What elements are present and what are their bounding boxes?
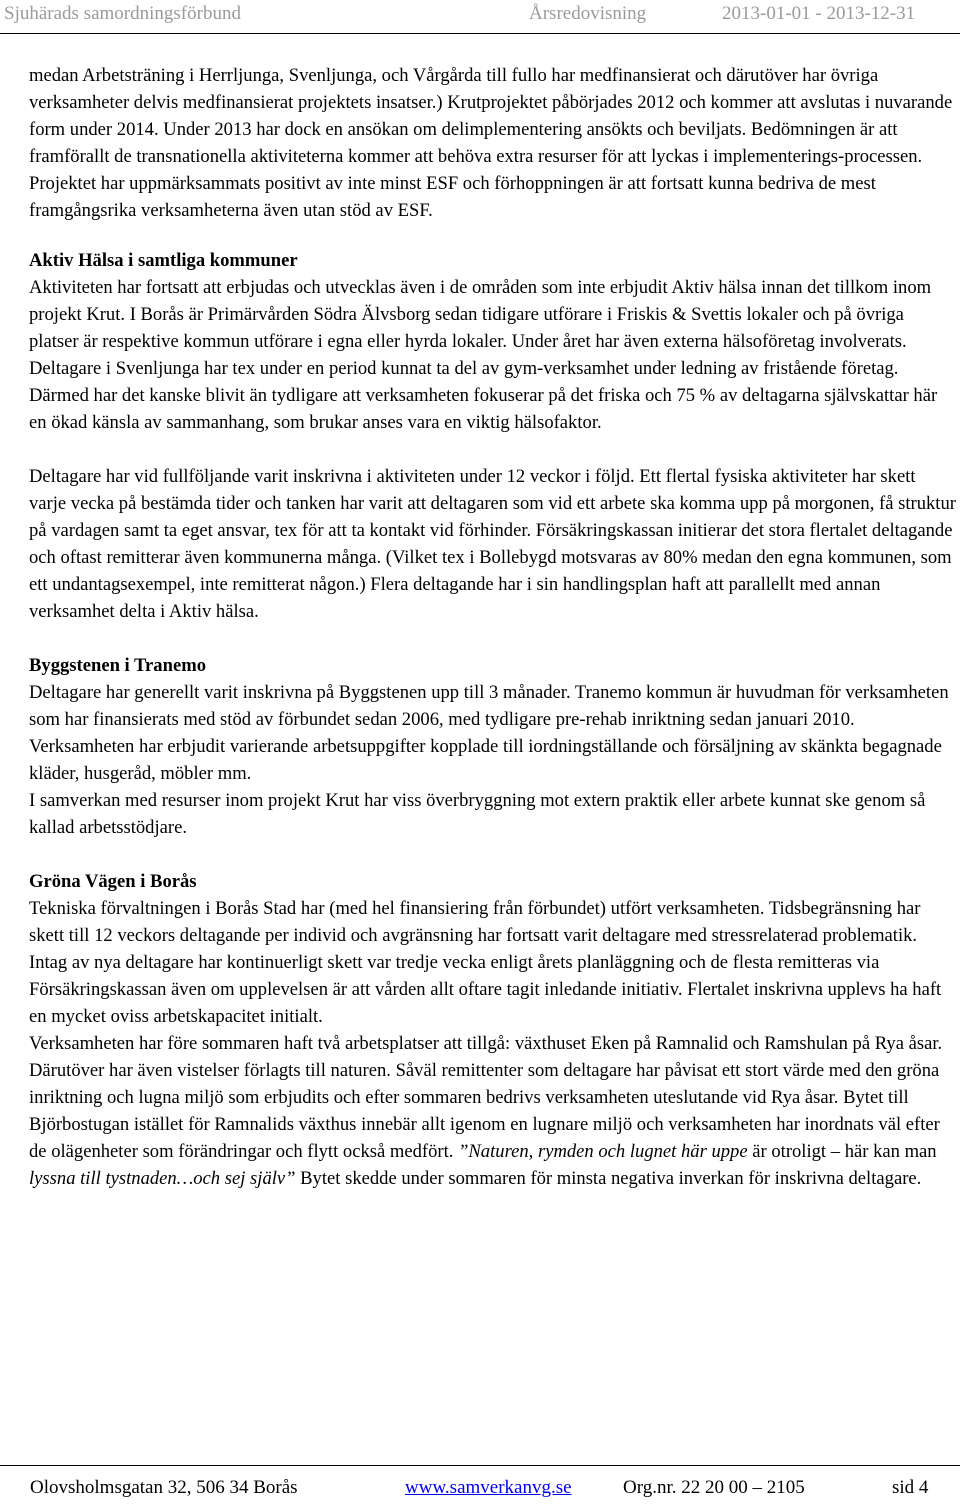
paragraph-grona-vagen-2-text-b: är otroligt – här kan man	[747, 1141, 937, 1162]
page-footer	[0, 1465, 960, 1505]
quote-naturen: ”Naturen, rymden och lugnet här uppe	[458, 1141, 748, 1162]
heading-aktiv-halsa: Aktiv Hälsa i samtliga kommuner	[29, 250, 298, 271]
quote-tystnaden: lyssna till tystnaden…och sej själv”	[29, 1168, 296, 1189]
heading-byggstenen: Byggstenen i Tranemo	[29, 655, 206, 676]
footer-address: Olovsholmsgatan 32, 506 34 Borås	[30, 1477, 298, 1498]
header-period: 2013-01-01 - 2013-12-31	[722, 3, 916, 24]
header-document-title: Årsredovisning	[529, 3, 647, 24]
header-organization: Sjuhärads samordningsförbund	[4, 3, 241, 24]
paragraph-aktiv-halsa-2: Deltagare har vid fullföljande varit inskrivna i aktiviteten under 12 veckor i följd. Ett flertal fysiska aktiviteter har skett varje vecka på bestämda tider och tanken har varit att deltagaren som vid ett arbete ska komma upp på morgonen, få struktur på vardagen samt ta eget ansvar, tex för att ta kontakt vid förhinder. Försäkringskassan initierar det stora flertalet deltagande och oftast remitterar även kommunerna många. (Vilket tex i Bollebygd motsvaras av 80% medan den egna kommunen, som ett undantagsexempel, inte remitterat någon.) Flera deltagande har i sin handlingsplan haft att parallellt med annan verksamhet delta i Aktiv hälsa.	[29, 466, 956, 622]
page-number: sid 4	[892, 1477, 929, 1498]
heading-grona-vagen: Gröna Vägen i Borås	[29, 871, 197, 892]
paragraph-byggstenen-1: Deltagare har generellt varit inskrivna på Byggstenen upp till 3 månader. Tranemo kommun är huvudman för verksamheten som har finansierats med stöd av förbundet sedan 2006, med tydligare pre-rehab inriktning sedan januari 2010.	[29, 682, 949, 730]
paragraph-byggstenen-2: Verksamheten har erbjudit varierande arbetsuppgifter kopplade till iordningställande och försäljning av skänkta begagnade kläder, husgeråd, möbler mm.	[29, 736, 942, 784]
footer-website-link[interactable]: www.samverkanvg.se	[405, 1477, 572, 1498]
paragraph-grona-vagen-2-text-a: Verksamheten har före sommaren haft två arbetsplatser att tillgå: växthuset Eken på Ramnalid och Ramshulan på Rya åsar. Därutöver har även vistelser förlagts till naturen. Såväl remittenter som deltagare har påvisat ett stort värde med den gröna inriktning och lugna miljö som erbjudits och efter sommaren bedrivs verksamheten uteslutande vid Rya åsar. Bytet till Björbostugan istället för Ramnalids växthus innebär allt igenom en lugnare miljö och verksamheten har inordnats väl efter de olägenheter som förändringar och flytt också medfört.	[29, 1033, 943, 1162]
paragraph-grona-vagen-1: Tekniska förvaltningen i Borås Stad har (med hel finansiering från förbundet) utfört verksamheten. Tidsbegränsning har skett till 12 veckors deltagande per individ och avgränsning har fortsatt varit deltagare med stressrelaterad problematik. Intag av nya deltagare har kontinuerligt skett var tredje vecka enligt årets planläggning och de flesta remitteras via Försäkringskassan även om upplevelsen är att vården allt oftare tagit inledande initiativ. Flertalet inskrivna upplevs ha haft en mycket oviss arbetskapacitet initialt.	[29, 898, 942, 1027]
footer-org-number: Org.nr. 22 20 00 – 2105	[623, 1477, 805, 1498]
paragraph-grona-vagen-2	[29, 1030, 957, 1192]
document-body	[29, 62, 957, 1192]
paragraph-grona-vagen-2-text-c: Bytet skedde under sommaren för minsta negativa inverkan för inskrivna deltagare.	[295, 1168, 922, 1189]
page-header	[0, 0, 960, 34]
paragraph-byggstenen-3: I samverkan med resurser inom projekt Krut har viss överbryggning mot extern praktik eller arbete kunnat ske genom så kallad arbetsstödjare.	[29, 790, 926, 838]
paragraph-aktiv-halsa-1: Aktiviteten har fortsatt att erbjudas och utvecklas även i de områden som inte erbjudit Aktiv hälsa innan det tillkom inom projekt Krut. I Borås är Primärvården Södra Älvsborg sedan tidigare utförare i Friskis & Svettis lokaler och på övriga platser är respektive kommun utförare i egna eller hyrda lokaler. Under året har även externa hälsoföretag involverats. Deltagare i Svenljunga har tex under en period kunnat ta del av gym-verksamhet under ledning av fristående företag. Därmed har det kanske blivit än tydligare att verksamheten fokuserar på det friska och 75 % av deltagarna självskattar här en ökad känsla av sammanhang, som brukar anses vara en viktig hälsofaktor.	[29, 277, 938, 433]
paragraph-krut-project: medan Arbetsträning i Herrljunga, Svenljunga, och Vårgårda till fullo har medfinansierat och därutöver har övriga verksamheter delvis medfinansierat projektets insatser.) Krutprojektet påbörjades 2012 och kommer att avslutas i nuvarande form under 2014. Under 2013 har dock en ansökan om delimplementering ansökts och beviljats. Bedömningen är att framförallt de transnationella aktiviteterna kommer att behöva extra resurser för att lyckas i implementerings-processen. Projektet har uppmärksammats positivt av inte minst ESF och förhoppningen är att fortsatt kunna bedriva de mest framgångsrika verksamheterna även utan stöd av ESF.	[29, 65, 953, 221]
